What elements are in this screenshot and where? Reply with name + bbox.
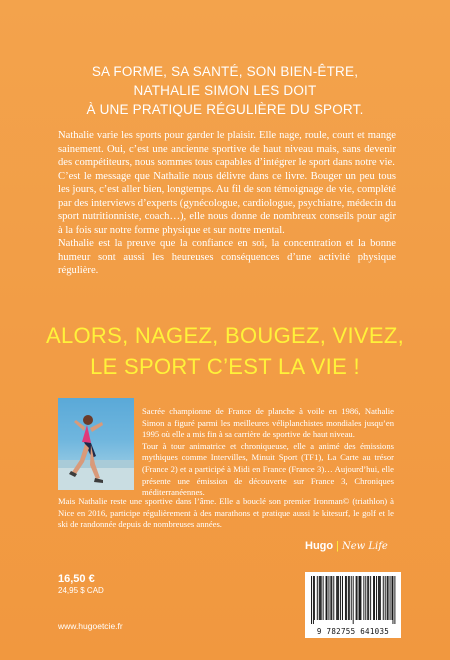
slogan-line: LE SPORT C’EST LA VIE ! [90,354,360,379]
bio-paragraph: Tour à tour animatrice et chroniqueuse, elle a animé des émissions mythiques comme Intervilles, Minuit Sport (TF1), La Carte au trésor (France 2) et a participé à Midi en France (France 3)… Aujourd’hui, elle présente une émission de découverte sur France 3, Chroniques méditerranéennes. [142,440,394,498]
price-block [58,573,104,596]
headline-line: À UNE PRATIQUE RÉGULIÈRE DU SPORT. [86,102,364,117]
publisher-name: Hugo [305,540,334,552]
author-photo [58,398,134,490]
blurb-paragraph: C’est le message que Nathalie nous délivre dans ce livre. Bouger un peu tous les jours, c’est aller bien, longtemps. Au fil de son témoignage de vie, complété par des interviews d’experts (gynécologue, cardiologue, psychiatre, médecin du sport nutritionniste, coach…), elle nous donne de nombreux conseils pour agir à la fois sur notre forme physique et sur notre mental. [58,170,396,236]
price-eur: 16,50 € [58,573,95,585]
isbn-barcode [305,572,401,638]
author-bio [142,406,394,499]
publisher-separator: | [336,540,339,552]
headline [0,62,450,119]
blurb [58,129,396,278]
author-bio-continued [58,496,394,531]
bio-paragraph: Sacrée championne de France de planche à voile en 1986, Nathalie Simon a figuré parmi les meilleures véliplanchistes mondiales jusqu’en 1995 où elle a mis fin à sa carrière de sportive de haut niveau. [142,406,394,440]
barcode-bars [309,576,397,624]
publisher-imprint: New Life [341,541,388,552]
runner-photo-icon [58,398,134,490]
barcode-digits: 9 782755 641035 [316,627,390,636]
headline-line: SA FORME, SA SANTÉ, SON BIEN-ÊTRE, [91,64,359,79]
blurb-paragraph: Nathalie varie les sports pour garder le plaisir. Elle nage, roule, court et mange sainement. Oui, c’est une ancienne sportive de haut niveau mais, sans devenir des compétiteurs, nous sommes tous capables d’intégrer le sport dans notre vie. [58,130,396,168]
publisher-logo [305,540,388,552]
price-cad: 24,95 $ CAD [58,586,104,595]
bio-paragraph: Mais Nathalie reste une sportive dans l’âme. Elle a bouclé son premier Ironman© (triathlon) à Nice en 2016, participe régulièrement à des marathons et pratique aussi le kitesurf, le golf et le ski de randonnée depuis de nombreuses années. [58,496,394,530]
blurb-paragraph: Nathalie est la preuve que la confiance en soi, la concentration et la bonne humeur sont aussi les heureuses conséquences d’une activité physique régulière. [58,238,396,276]
slogan [0,320,450,382]
publisher-website: www.hugoetcie.fr [58,621,123,631]
slogan-line: ALORS, NAGEZ, BOUGEZ, VIVEZ, [45,323,405,348]
headline-line: NATHALIE SIMON LES DOIT [133,83,317,98]
